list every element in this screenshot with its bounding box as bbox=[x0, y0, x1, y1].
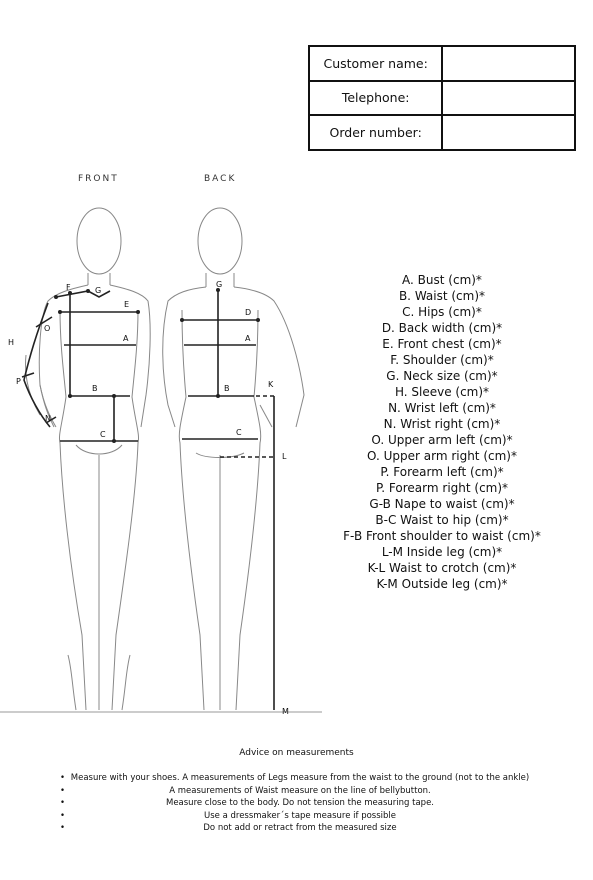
measurement-item: B. Waist (cm)* bbox=[398, 289, 486, 303]
back-letter-l: L bbox=[282, 452, 287, 461]
front-figure bbox=[26, 208, 151, 710]
measurement-item: O. Upper arm right (cm)* bbox=[367, 449, 517, 463]
front-letter-g: G bbox=[95, 286, 102, 295]
advice-item bbox=[60, 785, 540, 798]
measurement-item: O. Upper arm left (cm)* bbox=[371, 433, 513, 447]
measurement-item: G-B Nape to waist (cm)* bbox=[369, 497, 515, 511]
measurement-item: P. Forearm left (cm)* bbox=[380, 465, 504, 479]
front-letter-c: C bbox=[100, 430, 106, 439]
measurement-item: F-B Front shoulder to waist (cm)* bbox=[343, 529, 541, 543]
front-letter-h: H bbox=[8, 338, 15, 347]
measurement-item: P. Forearm right (cm)* bbox=[375, 481, 509, 495]
measurement-item: C. Hips (cm)* bbox=[402, 305, 482, 319]
advice-item-text: Measure with your shoes. A measurements of Legs measure from the waist to the ground (not to the ankle) bbox=[70, 773, 530, 783]
measurement-item: G. Neck size (cm)* bbox=[386, 369, 498, 383]
advice-item-text: Do not add or retract from the measured size bbox=[203, 823, 397, 833]
back-letter-a: A bbox=[245, 334, 251, 343]
front-letter-o: O bbox=[44, 324, 51, 333]
measurement-item: E. Front chest (cm)* bbox=[382, 337, 502, 351]
back-letter-b: B bbox=[224, 384, 230, 393]
customer-name-row bbox=[309, 46, 575, 81]
front-letter-e: E bbox=[124, 300, 130, 309]
advice-item-text: Measure close to the body. Do not tension the measuring tape. bbox=[165, 798, 434, 808]
order-number-field[interactable] bbox=[442, 115, 575, 150]
advice-item-text: A measurements of Waist measure on the line of bellybutton. bbox=[169, 785, 431, 796]
body-measurement-diagram bbox=[0, 165, 330, 725]
back-label: BACK bbox=[204, 174, 237, 184]
telephone-field[interactable] bbox=[442, 81, 575, 116]
measurement-item: A. Bust (cm)* bbox=[402, 273, 482, 287]
order-number-label: Order number: bbox=[309, 115, 442, 150]
front-letter-b: B bbox=[92, 384, 98, 393]
back-letter-d: D bbox=[245, 308, 252, 317]
advice-list bbox=[60, 772, 540, 835]
measurement-item: H. Sleeve (cm)* bbox=[394, 385, 490, 399]
front-letter-f: F bbox=[66, 283, 71, 292]
advice-title: Advice on measurements bbox=[239, 748, 354, 758]
order-number-row bbox=[309, 115, 575, 150]
advice-item bbox=[60, 810, 540, 823]
back-letter-g: G bbox=[216, 280, 223, 289]
measurement-item: N. Wrist left (cm)* bbox=[388, 401, 496, 415]
front-letter-n: N bbox=[45, 414, 51, 423]
measurement-item: N. Wrist right (cm)* bbox=[383, 417, 501, 431]
measurement-item: K-L Waist to crotch (cm)* bbox=[367, 561, 517, 575]
advice-item-text: Use a dressmaker´s tape measure if possible bbox=[204, 810, 396, 821]
customer-name-field[interactable] bbox=[442, 46, 575, 81]
telephone-label: Telephone: bbox=[309, 81, 442, 116]
back-letter-c: C bbox=[236, 428, 242, 437]
measurement-item: L-M Inside leg (cm)* bbox=[381, 545, 503, 559]
customer-name-label: Customer name: bbox=[309, 46, 442, 81]
advice-item bbox=[60, 822, 540, 835]
advice-item bbox=[60, 772, 540, 785]
advice-item bbox=[60, 797, 540, 810]
measurement-item: K-M Outside leg (cm)* bbox=[376, 577, 508, 591]
back-letter-k: K bbox=[268, 380, 274, 389]
front-letter-p: P bbox=[16, 377, 21, 386]
measurement-list bbox=[330, 272, 554, 592]
front-label: FRONT bbox=[78, 174, 119, 184]
customer-info-table bbox=[308, 45, 576, 151]
telephone-row bbox=[309, 81, 575, 116]
measurement-item: D. Back width (cm)* bbox=[381, 321, 503, 335]
measurement-item: F. Shoulder (cm)* bbox=[390, 353, 494, 367]
front-letter-a: A bbox=[123, 334, 129, 343]
back-letter-m: M bbox=[282, 707, 289, 716]
measurement-lines bbox=[22, 290, 274, 710]
measurement-item: B-C Waist to hip (cm)* bbox=[375, 513, 509, 527]
